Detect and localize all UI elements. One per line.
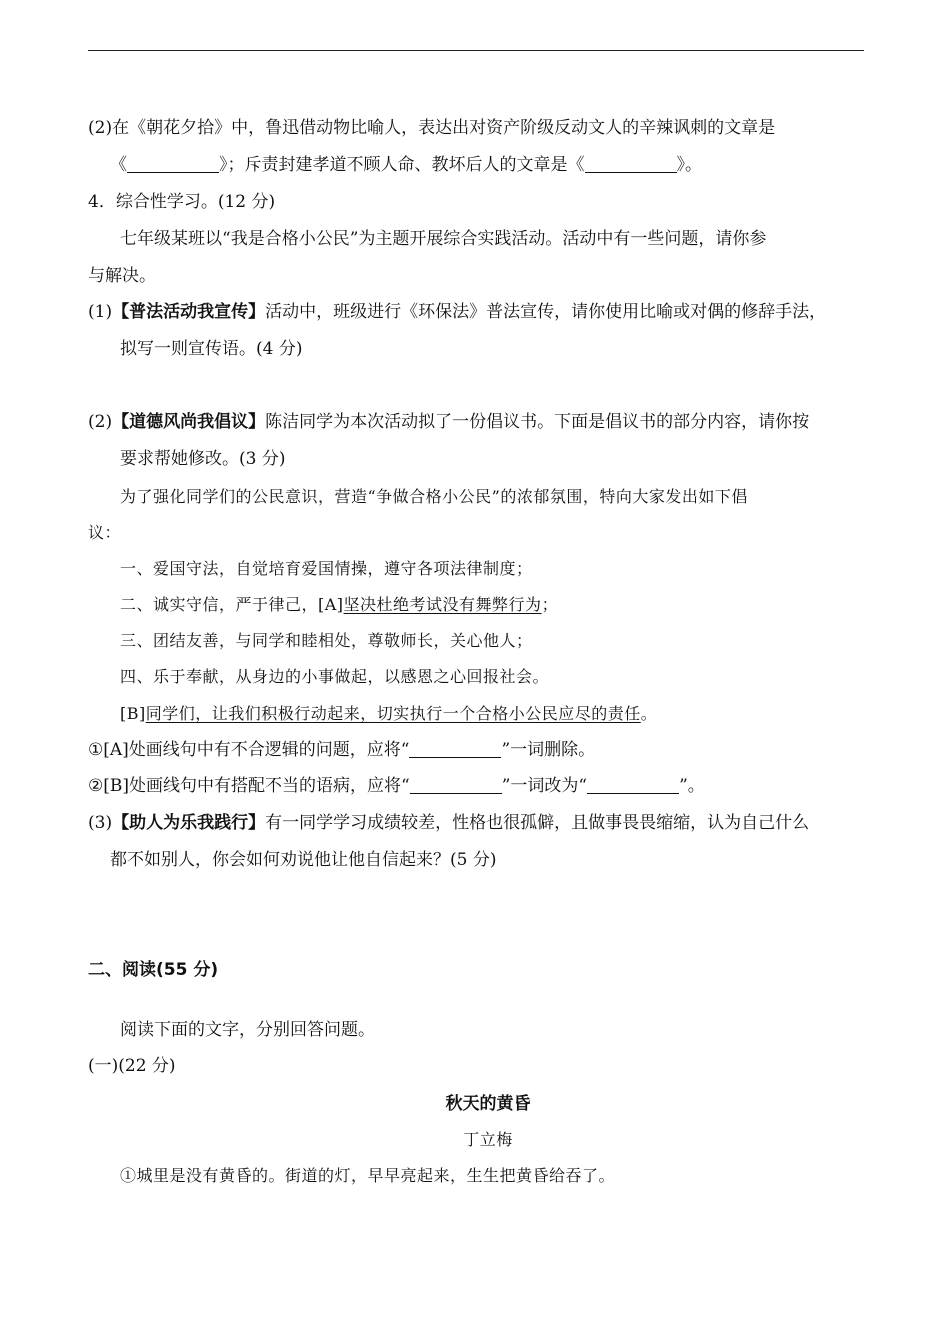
letter-paragraph-cont: 议： (88, 523, 122, 542)
underlined-sentence-b: 同学们，让我们积极行动起来，切实执行一个合格小公民应尽的责任 (145, 704, 641, 723)
question-4-2-cont: 要求帮她修改。(3 分) (120, 449, 286, 469)
question-3-2-line2: 《 》；斥责封建孝道不顾人命、教坏后人的文章是《 》。 (110, 155, 702, 175)
answer-blank-5[interactable] (587, 775, 679, 794)
letter-paragraph: 为了强化同学们的公民意识，营造“争做合格小公民”的浓郁氛围，特向大家发出如下倡 (120, 487, 748, 506)
tag-legal-publicity: 【普法活动我宣传】 (112, 302, 266, 322)
answer-blank-1[interactable] (127, 154, 219, 173)
header-rule (88, 50, 864, 51)
tag-helping-others: 【助人为乐我践行】 (112, 813, 266, 833)
article-title: 秋天的黄昏 (445, 1094, 531, 1114)
question-4-3-cont: 都不如别人，你会如何劝说他让他自信起来？(5 分) (110, 850, 497, 870)
article-author: 丁立梅 (463, 1130, 513, 1149)
section-2-heading: 二、阅读(55 分) (88, 960, 219, 980)
question-4-3: (3)【助人为乐我践行】有一同学学习成绩较差，性格也很孤僻，且做事畏畏缩缩，认为自己什么 (88, 813, 810, 833)
question-4-1-cont: 拟写一则宣传语。(4 分) (120, 339, 303, 359)
answer-blank-4[interactable] (410, 775, 502, 794)
question-4-1: (1)【普法活动我宣传】活动中，班级进行《环保法》普法宣传，请你使用比喻或对偶的修辞手法， (88, 302, 827, 322)
letter-item-2: 二、诚实守信，严于律己，[A]坚决杜绝考试没有舞弊行为； (120, 595, 559, 614)
answer-blank-3[interactable] (409, 739, 501, 758)
reading-instruction: 阅读下面的文字，分别回答问题。 (120, 1020, 375, 1040)
question-4-intro-cont: 与解决。 (88, 266, 156, 286)
tag-moral-initiative: 【道德风尚我倡议】 (112, 412, 266, 432)
underlined-sentence-a: 坚决杜绝考试没有舞弊行为 (343, 595, 542, 614)
letter-item-4: 四、乐于奉献，从身边的小事做起，以感恩之心回报社会。 (120, 667, 550, 686)
sub-question-2: ②[B]处画线句中有搭配不当的语病，应将“ ”一词改为“ ”。 (88, 776, 705, 796)
letter-item-1: 一、爱国守法，自觉培育爱国情操，遵守各项法律制度； (120, 559, 533, 578)
reading-part-1: (一)(22 分) (88, 1056, 176, 1076)
question-4-intro: 七年级某班以“我是合格小公民”为主题开展综合实践活动。活动中有一些问题，请你参 (120, 229, 767, 249)
question-4-2: (2)【道德风尚我倡议】陈洁同学为本次活动拟了一份倡议书。下面是倡议书的部分内容，请你按 (88, 412, 810, 432)
letter-item-b: [B]同学们，让我们积极行动起来，切实执行一个合格小公民应尽的责任。 (120, 704, 658, 723)
article-paragraph-1: ①城里是没有黄昏的。街道的灯，早早亮起来，生生把黄昏给吞了。 (120, 1166, 616, 1185)
letter-item-3: 三、团结友善，与同学和睦相处，尊敬师长，关心他人； (120, 631, 533, 650)
sub-question-1: ①[A]处画线句中有不合逻辑的问题，应将“ ”一词删除。 (88, 740, 596, 760)
question-3-2-line1: (2)在《朝花夕拾》中，鲁迅借动物比喻人，表达出对资产阶级反动文人的辛辣讽刺的文章是 (88, 118, 776, 138)
answer-blank-2[interactable] (585, 154, 677, 173)
question-4-heading: 4．综合性学习。(12 分) (88, 192, 276, 212)
